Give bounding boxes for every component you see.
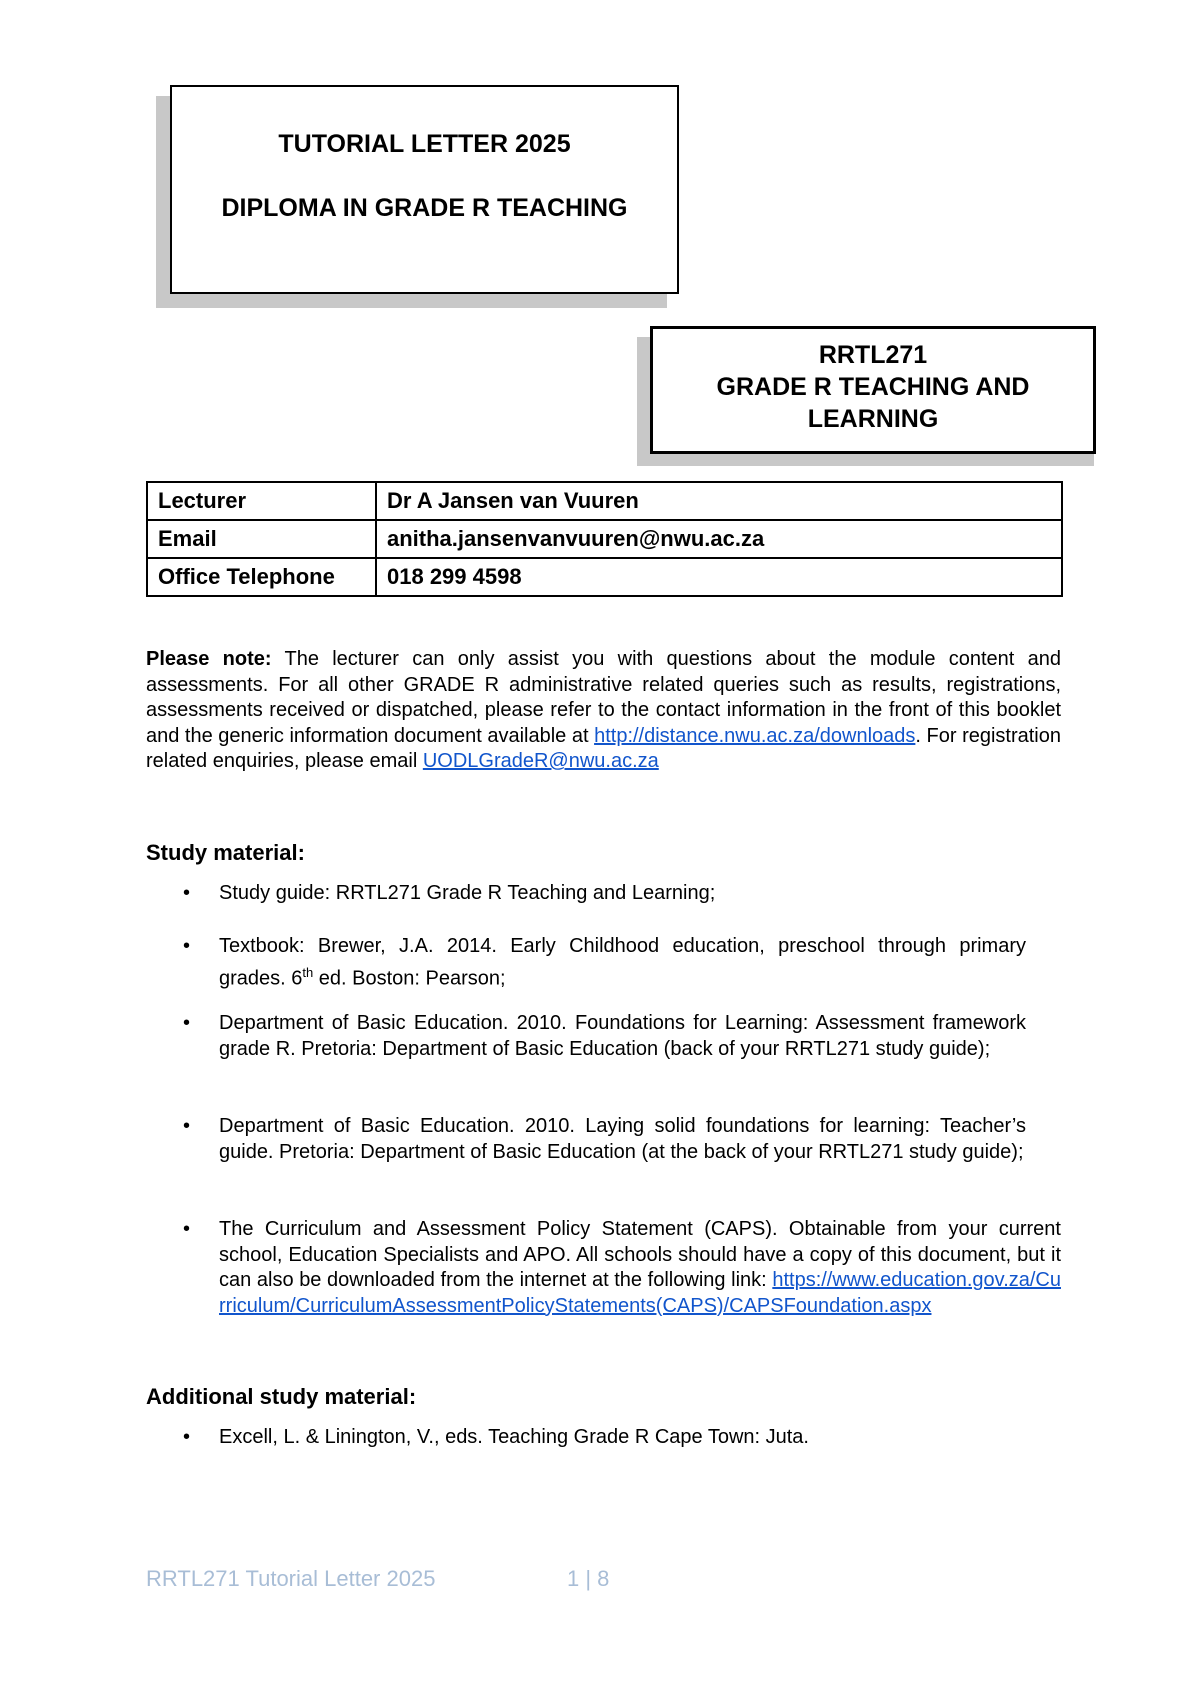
page-number: 1 | 8 <box>567 1566 610 1591</box>
bullet: • <box>183 935 191 957</box>
study-item-text: Study guide: RRTL271 Grade R Teaching and Learning; <box>219 882 716 904</box>
module-code: RRTL271 <box>818 341 928 369</box>
study-item-text <box>219 1217 1061 1319</box>
study-material-heading: Study material: <box>146 840 305 865</box>
bullet: • <box>183 882 191 904</box>
bullet: • <box>183 1115 191 1137</box>
email-value[interactable]: anitha.jansenvanvuuren@nwu.ac.za <box>376 520 1062 558</box>
study-item-text <box>219 934 1026 992</box>
registration-email-link[interactable]: UODLGradeR@nwu.ac.za <box>422 750 659 773</box>
note-mid: . For registration related enquiries, please email <box>146 724 1061 773</box>
diploma-title: DIPLOMA IN GRADE R TEACHING <box>221 194 628 222</box>
additional-material-heading: Additional study material: <box>146 1384 417 1409</box>
edition-sup: th <box>302 964 314 980</box>
lecturer-value: Dr A Jansen van Vuuren <box>376 482 1062 520</box>
table-row <box>147 558 1062 596</box>
footer-title: RRTL271 Tutorial Letter 2025 <box>146 1566 436 1591</box>
phone-value: 018 299 4598 <box>376 558 1062 596</box>
lecturer-label: Lecturer <box>147 482 376 520</box>
bullet: • <box>183 1426 191 1448</box>
module-box <box>650 326 1096 454</box>
phone-label: Office Telephone <box>147 558 376 596</box>
bullet: • <box>183 1218 191 1240</box>
bullet: • <box>183 1012 191 1034</box>
downloads-link[interactable]: http://distance.nwu.ac.za/downloads <box>594 724 916 747</box>
textbook-text: Textbook: Brewer, J.A. 2014. Early Childhood education, preschool through primary grades. 6 <box>219 935 1026 990</box>
note-paragraph <box>146 647 1061 775</box>
caps-link[interactable]: https://www.education.gov.za/Curriculum/CurriculumAssessmentPolicyStatements(CAPS)/CAPSFoundation.aspx <box>219 1269 1061 1317</box>
study-item-text: Department of Basic Education. 2010. Foundations for Learning: Assessment framework grade R. Pretoria: Department of Basic Education (back of your RRTL271 study guide); <box>219 1012 1026 1060</box>
contact-table <box>146 481 1063 597</box>
study-item-text: Department of Basic Education. 2010. Laying solid foundations for learning: Teacher’s guide. Pretoria: Department of Basic Education (at the back of your RRTL271 study guide); <box>219 1115 1026 1163</box>
module-name-line1: GRADE R TEACHING AND <box>716 373 1030 401</box>
module-name-line2: LEARNING <box>807 405 939 433</box>
table-row <box>147 482 1062 520</box>
email-label: Email <box>147 520 376 558</box>
note-lead: Please note: <box>146 648 272 670</box>
additional-item-text: Excell, L. & Linington, V., eds. Teaching Grade R Cape Town: Juta. <box>219 1426 809 1448</box>
textbook-tail: ed. Boston: Pearson; <box>313 967 506 990</box>
caps-text: The Curriculum and Assessment Policy Statement (CAPS). Obtainable from your current school, Education Specialists and APO. All schools should have a copy of this document, but it can also be downloaded from the internet at the following link: <box>219 1218 1061 1292</box>
title-box <box>170 85 679 294</box>
letter-title: TUTORIAL LETTER 2025 <box>278 130 571 158</box>
table-row <box>147 520 1062 558</box>
note-text: The lecturer can only assist you with questions about the module content and assessments. For all other GRADE R administrative related queries such as results, registrations, assessments received or dispatched, please refer to the contact information in the front of this booklet and the generic information document available at <box>146 648 1062 747</box>
